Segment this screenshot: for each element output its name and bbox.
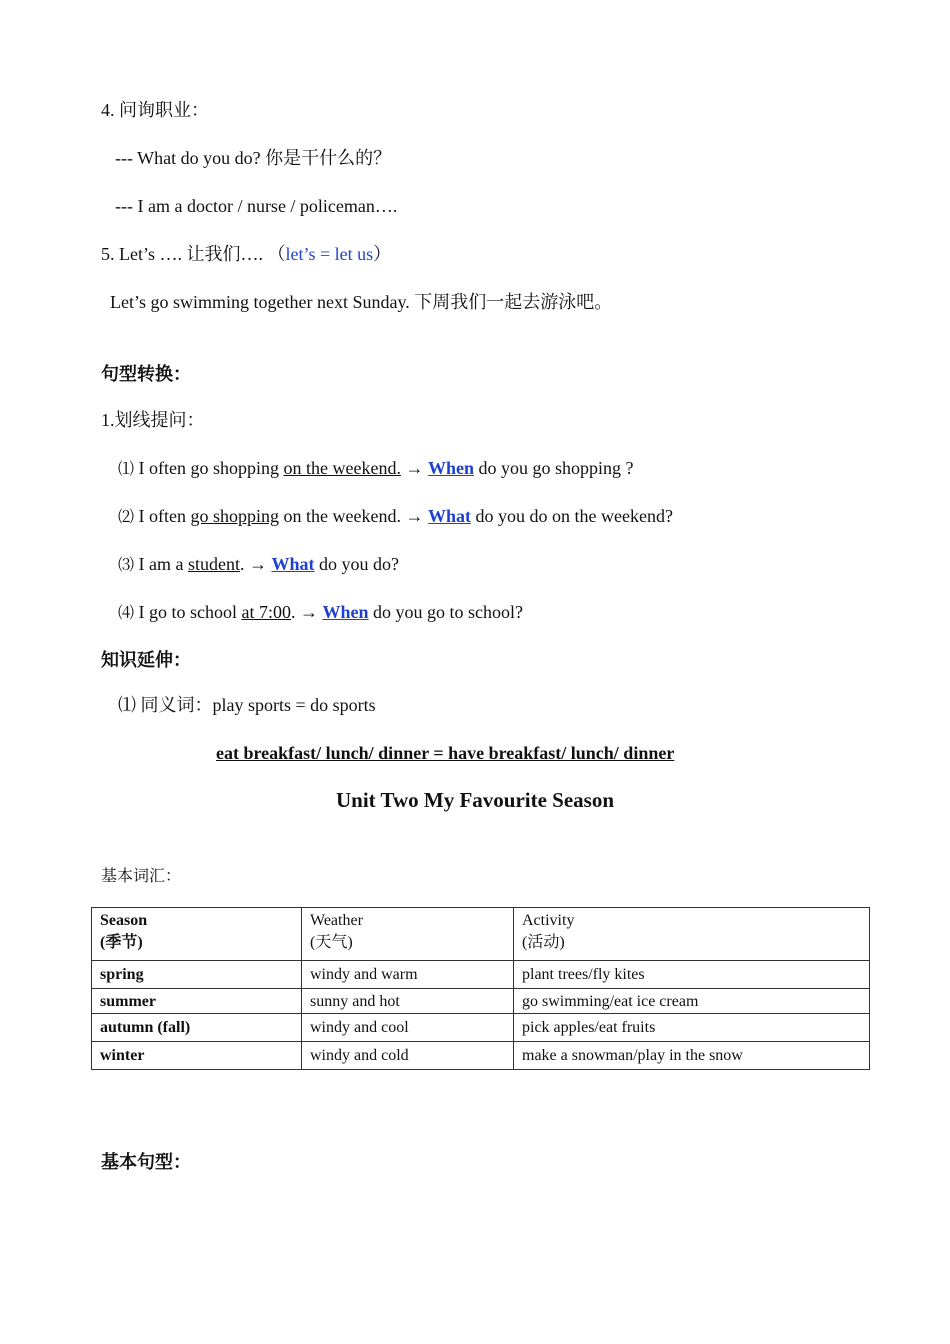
lets-example: Let’s go swimming together next Sunday. 下周我们一起去游泳吧。	[110, 292, 613, 312]
header-cell-season: Season (季节)	[92, 908, 302, 961]
item-answer: When	[322, 602, 369, 622]
item-answer: What	[271, 554, 315, 574]
item-text: do you do on the weekend?	[471, 506, 673, 526]
vocab-table	[91, 907, 870, 1070]
transform-item	[118, 601, 523, 625]
table-cell: autumn (fall)	[92, 1014, 302, 1042]
job-answer: --- I am a doctor / nurse / policeman….	[115, 196, 398, 216]
transform-subheading: 1.划线提问：	[101, 410, 205, 430]
job-question: --- What do you do? 你是干什么的？	[115, 148, 392, 168]
item-underlined: on the weekend.	[283, 458, 401, 478]
table-cell: spring	[92, 961, 302, 989]
table-row	[92, 1014, 870, 1042]
item-text: do you go shopping ?	[473, 458, 634, 478]
item-number: ⑵	[118, 509, 135, 526]
item-underlined: at 7:00	[241, 602, 292, 622]
arrow-icon: →	[400, 506, 428, 526]
item-number: ⑷	[118, 605, 135, 622]
extension-heading: 知识延伸：	[101, 650, 191, 670]
table-row	[92, 961, 870, 989]
table-row	[92, 1042, 870, 1070]
transform-item	[118, 505, 673, 529]
item-text: I often	[134, 506, 191, 526]
table-cell: windy and cold	[302, 1042, 514, 1070]
sentences-label: 基本句型：	[101, 1152, 191, 1172]
table-cell: make a snowman/play in the snow	[514, 1042, 870, 1070]
item-answer: What	[427, 506, 471, 526]
job-heading: 4. 问询职业：	[101, 100, 209, 120]
lets-heading	[101, 243, 391, 265]
table-header-row	[92, 908, 870, 961]
vocab-label: 基本词汇：	[101, 868, 182, 885]
header-cell-activity: Activity (活动)	[514, 908, 870, 961]
table-cell: windy and cool	[302, 1014, 514, 1042]
table-cell: pick apples/eat fruits	[514, 1014, 870, 1042]
item-text: do you go to school?	[368, 602, 524, 622]
item-text: I often go shopping	[134, 458, 284, 478]
transform-heading: 句型转换：	[101, 364, 191, 384]
arrow-icon: →	[400, 458, 428, 478]
table-cell: winter	[92, 1042, 302, 1070]
item-text: .	[240, 554, 245, 574]
header-cell-weather: Weather (天气)	[302, 908, 514, 961]
item-text: do you do?	[314, 554, 400, 574]
synonym-text: play sports = do sports	[212, 695, 376, 715]
item-text: .	[291, 602, 296, 622]
table-cell: windy and warm	[302, 961, 514, 989]
item-underlined: go shopping	[190, 506, 280, 526]
unit-title: Unit Two My Favourite Season	[335, 788, 615, 812]
item-text: I go to school	[134, 602, 242, 622]
table-cell: sunny and hot	[302, 989, 514, 1014]
arrow-icon: →	[244, 554, 272, 574]
table-cell: go swimming/eat ice cream	[514, 989, 870, 1014]
synonym-line	[118, 694, 376, 716]
table-cell: summer	[92, 989, 302, 1014]
arrow-icon: →	[295, 602, 323, 622]
item-text: I am a	[134, 554, 188, 574]
lets-heading-suffix: ）	[373, 244, 392, 264]
synonym-label: ⑴ 同义词：	[118, 695, 213, 715]
item-number: ⑴	[118, 461, 135, 478]
table-cell: plant trees/fly kites	[514, 961, 870, 989]
lets-note: let’s = let us	[285, 244, 374, 264]
item-answer: When	[427, 458, 474, 478]
item-underlined: student	[188, 554, 240, 574]
transform-item	[118, 553, 399, 577]
synonym-line-2: eat breakfast/ lunch/ dinner = have breakfast/ lunch/ dinner	[216, 743, 675, 763]
table-row	[92, 989, 870, 1014]
item-number: ⑶	[118, 557, 135, 574]
lets-heading-prefix: 5. Let’s …. 让我们…. （	[101, 244, 286, 264]
transform-item	[118, 457, 633, 481]
item-text: on the weekend.	[279, 506, 401, 526]
